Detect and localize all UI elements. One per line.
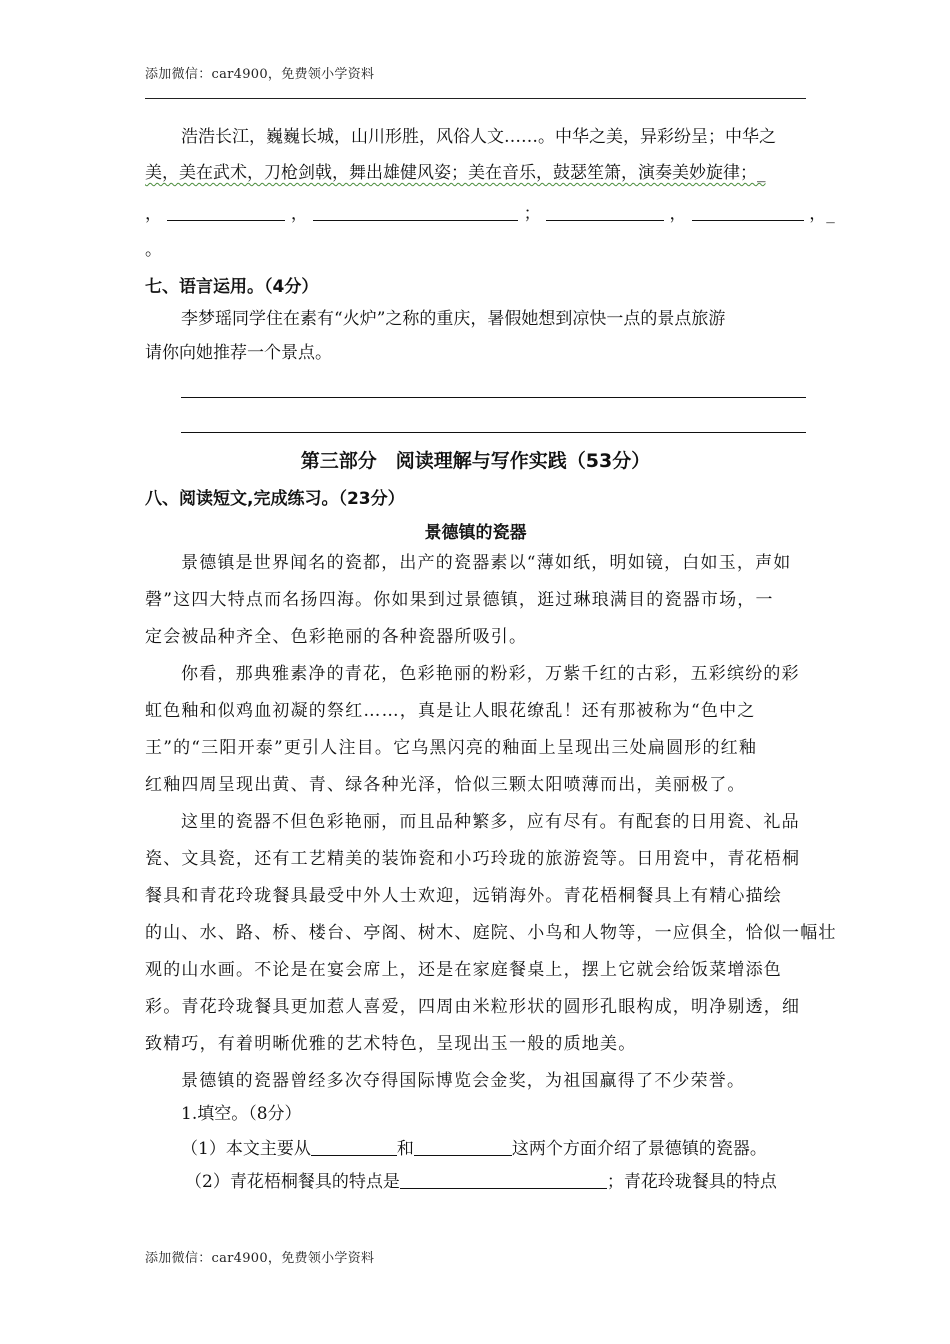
passage-line: 景德镇是世界闻名的瓷都，出产的瓷器素以“薄如纸，明如镜，白如玉，声如 [181, 553, 792, 573]
passage-line: 虹色釉和似鸡血初凝的祭红……，真是让人眼花缭乱！还有那被称为“色中之 [145, 701, 756, 721]
section7-line1: 李梦瑶同学住在素有“火炉”之称的重庆，暑假她想到凉快一点的景点旅游 [181, 309, 726, 329]
section6-line2-text: 美，美在武术，刀枪剑戟，舞出雄健风姿；美在音乐，鼓瑟笙箫，演奏美妙旋律；_ [145, 163, 766, 183]
section8-heading: 八、阅读短文,完成练习。（23分） [145, 489, 405, 509]
section6-line1-text: 浩浩长江，巍巍长城，山川形胜，风俗人文……。中华之美，异彩纷呈；中华之 [181, 127, 776, 147]
page-header: 添加微信：car4900，免费领小学资料 [145, 67, 375, 82]
fill-blank-4[interactable] [692, 202, 804, 221]
question1-part2-text-b: ；青花玲珑餐具的特点 [606, 1172, 777, 1192]
question1-part1-text-c: 这两个方面介绍了景德镇的瓷器。 [511, 1139, 767, 1159]
section6-line2 [145, 161, 806, 185]
passage-line: 餐具和青花玲珑餐具最受中外人士欢迎，远销海外。青花梧桐餐具上有精心描绘 [145, 886, 782, 906]
passage-line: 这里的瓷器不但色彩艳丽，而且品种繁多，应有尽有。有配套的日用瓷、礼品 [181, 812, 800, 832]
fill-blank-1[interactable] [167, 202, 285, 221]
section6-fill-blanks [145, 202, 835, 226]
blank-separator: ， [669, 204, 687, 224]
passage-line: 致精巧，有着明晰优雅的艺术特色，呈现出玉一般的质地美。 [145, 1034, 637, 1054]
fill-blank-3[interactable] [546, 202, 664, 221]
question1-heading: 1.填空。（8分） [181, 1104, 302, 1124]
question1-part1-text-b: 和 [396, 1139, 414, 1159]
section6-period: 。 [145, 240, 162, 260]
answer-line-1[interactable] [181, 397, 806, 398]
fill-blank-aspect-1[interactable] [311, 1137, 397, 1156]
section6-line4 [145, 238, 806, 262]
section7-line2: 请你向她推荐一个景点。 [145, 343, 332, 363]
section6-line1 [145, 125, 806, 149]
section7-heading: 七、语言运用。（4分） [145, 277, 319, 297]
answer-line-2[interactable] [181, 432, 806, 433]
question1-part1 [145, 1137, 806, 1161]
passage-line: 彩。青花玲珑餐具更加惹人喜爱，四周由米粒形状的圆形孔眼构成，明净剔透，细 [145, 997, 801, 1017]
question1-part2-text-a: （2）青花梧桐餐具的特点是 [185, 1172, 400, 1192]
article-title: 景德镇的瓷器 [424, 523, 527, 543]
passage-line: 观的山水画。不论是在宴会席上，还是在家庭餐桌上，摆上它就会给饭菜增添色 [145, 960, 782, 980]
part3-title: 第三部分 阅读理解与写作实践（53分） [300, 450, 651, 472]
passage-line: 瓷、文具瓷，还有工艺精美的装饰瓷和小巧玲珑的旅游瓷等。日用瓷中，青花梧桐 [145, 849, 801, 869]
passage-line: 你看，那典雅素净的青花，色彩艳丽的粉彩，万紫千红的古彩，五彩缤纷的彩 [181, 664, 800, 684]
passage-line: 磬”这四大特点而名扬四海。你如果到过景德镇，逛过琳琅满目的瓷器市场，一 [145, 590, 774, 610]
passage-line: 定会被品种齐全、色彩艳丽的各种瓷器所吸引。 [145, 627, 528, 647]
blank-separator: ， [290, 204, 308, 224]
fill-blank-2[interactable] [313, 202, 518, 221]
blank-separator: ， [145, 204, 162, 224]
blank-separator: ； [523, 204, 541, 224]
passage-line: 的山、水、路、桥、楼台、亭阁、树木、庭院、小鸟和人物等，一应俱全，恰似一幅壮 [145, 923, 837, 943]
header-divider [145, 98, 806, 99]
passage-line: 红釉四周呈现出黄、青、绿各种光泽，恰似三颗太阳喷薄而出，美丽极了。 [145, 775, 746, 795]
page-footer: 添加微信：car4900，免费领小学资料 [145, 1251, 375, 1266]
blank-separator: ，_ [809, 204, 835, 224]
question1-part1-text-a: （1）本文主要从 [181, 1139, 311, 1159]
passage-line: 王”的“三阳开泰”更引人注目。它乌黑闪亮的釉面上呈现出三处扁圆形的红釉 [145, 738, 758, 758]
question1-part2 [145, 1170, 806, 1194]
fill-blank-aspect-2[interactable] [414, 1137, 512, 1156]
passage-line: 景德镇的瓷器曾经多次夺得国际博览会金奖，为祖国赢得了不少荣誉。 [181, 1071, 746, 1091]
fill-blank-wutong-feature[interactable] [400, 1170, 607, 1189]
